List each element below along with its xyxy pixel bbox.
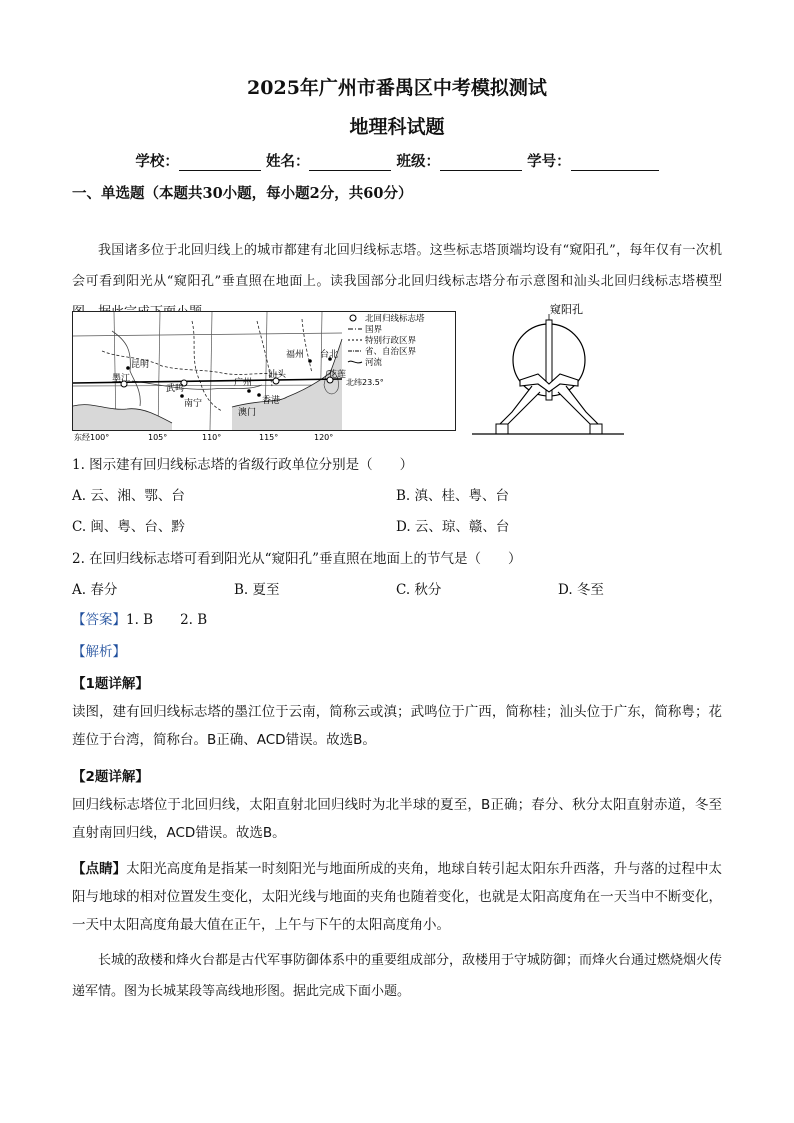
exam-title: 2025年广州市番禺区中考模拟测试	[247, 77, 547, 99]
city-taipei: 台北	[320, 350, 339, 360]
city-nanning: 南宁	[184, 399, 203, 409]
tip-text: 太阳光高度角是指某一时刻阳光与地面所成的夹角，地球自转引起太阳东升西落，升与落的过程中太阳与地球的相对位置发生变化，太阳光线与地面的夹角也随着变化，也就是太阳高度角在一天当中不断变化，一天中太阳高度角最大值在正午，上午与下午的太阳高度角小。	[72, 861, 723, 933]
detail-2-text: 回归线标志塔位于北回归线，太阳直射北回归线时为北半球的夏至，B正确；春分、秋分太阳直射赤道，冬至直射南回归线，ACD错误。故选B。	[72, 797, 722, 841]
question-1-stem: 1. 图示建有回归线标志塔的省级行政单位分别是（ ）	[72, 457, 414, 473]
tip-label: 【点睛】	[72, 861, 127, 877]
q1-option-d[interactable]: D. 云、琼、赣、台	[396, 519, 510, 535]
section-heading: 一、单选题（本题共30小题，每小题2分，共60分）	[72, 185, 413, 202]
legend-national-border: 国界	[365, 325, 383, 335]
lon-label-110: 110°	[202, 433, 222, 441]
exam-subject: 地理科试题	[349, 116, 445, 138]
q1-option-a[interactable]: A. 云、湘、鄂、台	[72, 488, 185, 504]
school-label: 学校：	[135, 153, 179, 170]
tropic-tower-map	[72, 311, 456, 441]
lon-label-115: 115°	[259, 433, 279, 441]
analysis-label: 【解析】	[72, 644, 126, 660]
q1-option-c[interactable]: C. 闽、粤、台、黔	[72, 519, 185, 535]
legend-river: 河流	[365, 358, 383, 368]
city-wuming: 武鸣	[166, 384, 185, 394]
tropic-latitude-label: 北纬23.5°	[346, 378, 384, 387]
city-kunming: 昆明	[131, 360, 150, 370]
student-info-line	[0, 150, 794, 171]
q1-option-b[interactable]: B. 滇、桂、粤、台	[396, 488, 510, 504]
sun-hole-label: 窥阳孔	[550, 303, 583, 316]
class-label: 班级：	[396, 153, 441, 170]
city-macau: 澳门	[238, 408, 257, 418]
q2-option-a[interactable]: A. 春分	[72, 582, 118, 598]
q2-option-d[interactable]: D. 冬至	[558, 582, 604, 598]
q2-option-c[interactable]: C. 秋分	[396, 582, 442, 598]
tip-paragraph	[72, 855, 722, 939]
next-intro-paragraph: 长城的敌楼和烽火台都是古代军事防御体系中的重要组成部分，敌楼用于守城防御；而烽火台通过燃烧烟火传递军情。图为长城某段等高线地形图。据此完成下面小题。	[72, 953, 723, 999]
legend-province-border: 省、自治区界	[365, 347, 417, 357]
city-mojiang: 墨江	[112, 374, 131, 384]
city-guangzhou: 广州	[234, 378, 253, 388]
student-no-blank[interactable]	[571, 155, 659, 171]
lon-label-120: 120°	[314, 433, 334, 441]
tower-model-diagram	[470, 300, 630, 440]
legend-tower: 北回归线标志塔	[365, 314, 425, 324]
q2-option-b[interactable]: B. 夏至	[234, 582, 280, 598]
lon-label-100: 东经100°	[74, 433, 110, 441]
city-fuzhou: 福州	[286, 350, 305, 360]
intro-paragraph: 我国诸多位于北回归线上的城市都建有北回归线标志塔。这些标志塔顶端均设有“窥阳孔”，每年仅有一次机会可看到阳光从“窥阳孔”垂直照在地面上。读我国部分北回归线标志塔分布示意图和汕头北回归线标志塔模型	[72, 243, 722, 289]
legend-sar-border: 特别行政区界	[365, 336, 417, 346]
city-hongkong: 香港	[262, 396, 281, 406]
name-label: 姓名：	[265, 153, 310, 170]
answer-label: 【答案】	[72, 612, 126, 628]
student-no-label: 学号：	[527, 153, 571, 170]
question-2-stem: 2. 在回归线标志塔可看到阳光从“窥阳孔”垂直照在地面上的节气是（ ）	[72, 551, 522, 567]
city-hualien: 花莲	[328, 370, 347, 380]
answer-line	[72, 608, 207, 628]
answer-text: 1. B 2. B	[126, 612, 208, 628]
class-blank[interactable]	[440, 155, 522, 171]
lon-label-105: 105°	[148, 433, 168, 441]
detail-1-label: 【1题详解】	[72, 676, 149, 692]
name-blank[interactable]	[309, 155, 391, 171]
school-blank[interactable]	[179, 155, 261, 171]
city-shantou: 汕头	[268, 370, 287, 380]
detail-2-label: 【2题详解】	[72, 769, 149, 785]
detail-1-text: 读图，建有回归线标志塔的墨江位于云南，简称云或滇；武鸣位于广西，简称桂；汕头位于广东，简称粤；花莲位于台湾，简称台。B正确、ACD错误。故选B。	[72, 704, 722, 748]
